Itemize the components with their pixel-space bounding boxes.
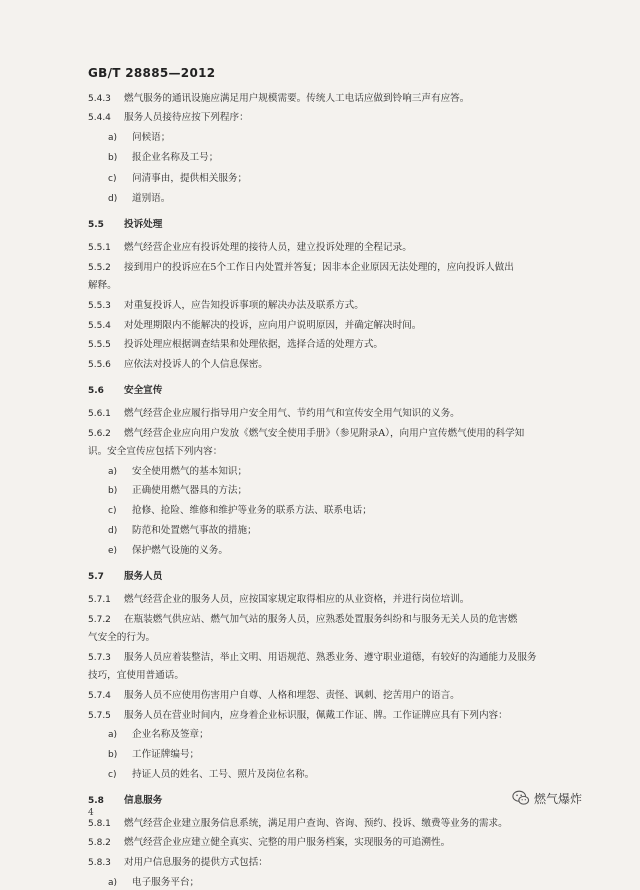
clause-paragraph — [88, 241, 564, 255]
clause-paragraph — [88, 817, 564, 831]
paragraph-continuation — [88, 631, 564, 645]
line-text: 安全使用燃气的基本知识； — [132, 466, 248, 477]
clause-paragraph — [88, 709, 564, 723]
clause-number: 5.6.2 — [88, 429, 111, 439]
list-item — [108, 131, 584, 145]
page-number: 4 — [88, 808, 94, 818]
clause-number: 5.8.3 — [88, 858, 111, 868]
list-label: e) — [108, 546, 118, 556]
clause-number: 5.6.1 — [88, 409, 111, 419]
line-text: 电子服务平台； — [132, 877, 200, 888]
clause-paragraph — [88, 407, 564, 421]
list-item — [108, 465, 584, 479]
line-text: 防范和处置燃气事故的措施； — [132, 525, 257, 536]
clause-number: 5.5 — [88, 220, 104, 230]
clause-number: 5.5.3 — [88, 301, 111, 311]
list-label: d) — [108, 194, 118, 204]
clause-paragraph — [88, 836, 564, 850]
clause-number: 5.5.6 — [88, 360, 111, 370]
watermark-text: 燃气爆炸 — [534, 791, 583, 806]
clause-paragraph — [88, 358, 564, 372]
list-item — [108, 484, 584, 498]
paragraph-continuation — [88, 445, 564, 459]
clause-paragraph — [88, 856, 564, 870]
line-text: 道别语。 — [132, 193, 171, 204]
list-label: c) — [108, 506, 117, 516]
clause-number: 5.8 — [88, 796, 104, 806]
line-text: 解释。 — [88, 280, 117, 291]
line-text: 服务人员不应使用伤害用户自尊、人格和埋怨、责怪、讽刺、挖苦用户的语言。 — [124, 690, 460, 701]
clause-paragraph — [88, 299, 564, 313]
clause-number: 5.4.3 — [88, 94, 111, 104]
line-text: 服务人员在营业时间内，应身着企业标识服，佩戴工作证、牌。工作证牌应具有下列内容： — [124, 710, 508, 721]
line-text: 抢修、抢险、维修和维护等业务的联系方法、联系电话； — [132, 505, 372, 516]
list-label: a) — [108, 878, 118, 888]
clause-number: 5.8.1 — [88, 819, 111, 829]
line-text: 应依法对投诉人的个人信息保密。 — [124, 359, 268, 370]
wechat-icon — [512, 789, 530, 807]
section-heading — [88, 218, 564, 232]
line-text: 燃气经营企业建立服务信息系统，满足用户查询、咨询、预约、投诉、缴费等业务的需求。 — [124, 818, 508, 829]
clause-paragraph — [88, 613, 564, 627]
line-text: 投诉处理 — [124, 219, 163, 230]
list-item — [108, 524, 584, 538]
list-label: b) — [108, 486, 118, 496]
line-text: 技巧，宜使用普通话。 — [88, 670, 184, 681]
clause-paragraph — [88, 319, 564, 333]
line-text: 问候语； — [132, 132, 171, 143]
line-text: 信息服务 — [124, 795, 163, 806]
line-text: 报企业名称及工号； — [132, 152, 219, 163]
line-text: 企业名称及签章； — [132, 729, 209, 740]
clause-number: 5.7.1 — [88, 595, 111, 605]
clause-paragraph — [88, 338, 564, 352]
line-text: 对重复投诉人，应告知投诉事项的解决办法及联系方式。 — [124, 300, 364, 311]
paragraph-continuation — [88, 279, 564, 293]
clause-number: 5.5.2 — [88, 263, 111, 273]
list-item — [108, 748, 584, 762]
section-heading — [88, 570, 564, 584]
line-text: 安全宣传 — [124, 385, 163, 396]
list-item — [108, 876, 584, 890]
line-text: 服务人员应着装整洁，举止文明、用语规范、熟悉业务、遵守职业道德，有较好的沟通能力及服务 — [124, 652, 537, 663]
list-item — [108, 768, 584, 782]
line-text: 燃气经营企业应有投诉处理的接待人员，建立投诉处理的全程记录。 — [124, 242, 412, 253]
list-label: d) — [108, 526, 118, 536]
list-item — [108, 544, 584, 558]
line-text: 对用户信息服务的提供方式包括： — [124, 857, 268, 868]
list-item — [108, 172, 584, 186]
watermark — [512, 789, 582, 807]
clause-number: 5.6 — [88, 386, 104, 396]
clause-paragraph — [88, 651, 564, 665]
clause-number: 5.7.5 — [88, 711, 111, 721]
line-text: 识。安全宣传应包括下列内容： — [88, 446, 223, 457]
list-label: c) — [108, 174, 117, 184]
clause-number: 5.7.3 — [88, 653, 111, 663]
list-label: a) — [108, 467, 118, 477]
line-text: 正确使用燃气器具的方法； — [132, 485, 248, 496]
list-label: a) — [108, 133, 118, 143]
list-item — [108, 504, 584, 518]
clause-paragraph — [88, 261, 564, 275]
clause-paragraph — [88, 92, 564, 106]
line-text: 对处理期限内不能解决的投诉，应向用户说明原因，并确定解决时间。 — [124, 320, 422, 331]
line-text: 投诉处理应根据调查结果和处理依据，选择合适的处理方式。 — [124, 339, 384, 350]
standard-header: GB/T 28885—2012 — [88, 66, 216, 80]
clause-paragraph — [88, 689, 564, 703]
line-text: 在瓶装燃气供应站、燃气加气站的服务人员，应熟悉处置服务纠纷和与服务无关人员的危害燃 — [124, 614, 518, 625]
list-item — [108, 728, 584, 742]
line-text: 燃气经营企业应向用户发放《燃气安全使用手册》（参见附录A），向用户宣传燃气使用的科学知 — [124, 428, 525, 439]
line-text: 保护燃气设施的义务。 — [132, 545, 228, 556]
line-text: 燃气服务的通讯设施应满足用户规模需要。传统人工电话应做到铃响三声有应答。 — [124, 93, 470, 104]
line-text: 服务人员 — [124, 571, 163, 582]
clause-paragraph — [88, 427, 564, 441]
section-heading — [88, 384, 564, 398]
list-label: c) — [108, 770, 117, 780]
line-text: 问清事由，提供相关服务； — [132, 173, 248, 184]
clause-number: 5.7 — [88, 572, 104, 582]
line-text: 接到用户的投诉应在5个工作日内处置并答复；因非本企业原因无法处理的，应向投诉人做出 — [124, 262, 514, 273]
paragraph-continuation — [88, 669, 564, 683]
list-item — [108, 151, 584, 165]
clause-number: 5.7.2 — [88, 615, 111, 625]
section-heading — [88, 794, 564, 808]
line-text: 燃气经营企业的服务人员，应按国家规定取得相应的从业资格，并进行岗位培训。 — [124, 594, 470, 605]
clause-number: 5.5.5 — [88, 340, 111, 350]
clause-number: 5.8.2 — [88, 838, 111, 848]
line-text: 服务人员接待应按下列程序： — [124, 112, 249, 123]
line-text: 工作证牌编号； — [132, 749, 200, 760]
line-text: 持证人员的姓名、工号、照片及岗位名称。 — [132, 769, 315, 780]
line-text: 气安全的行为。 — [88, 632, 156, 643]
clause-number: 5.5.4 — [88, 321, 111, 331]
clause-number: 5.7.4 — [88, 691, 111, 701]
list-label: b) — [108, 750, 118, 760]
list-item — [108, 192, 584, 206]
clause-paragraph — [88, 111, 564, 125]
list-label: b) — [108, 153, 118, 163]
clause-number: 5.5.1 — [88, 243, 111, 253]
clause-number: 5.4.4 — [88, 113, 111, 123]
line-text: 燃气经营企业应履行指导用户安全用气、节约用气和宣传安全用气知识的义务。 — [124, 408, 460, 419]
line-text: 燃气经营企业应建立健全真实、完整的用户服务档案，实现服务的可追溯性。 — [124, 837, 451, 848]
clause-paragraph — [88, 593, 564, 607]
list-label: a) — [108, 730, 118, 740]
